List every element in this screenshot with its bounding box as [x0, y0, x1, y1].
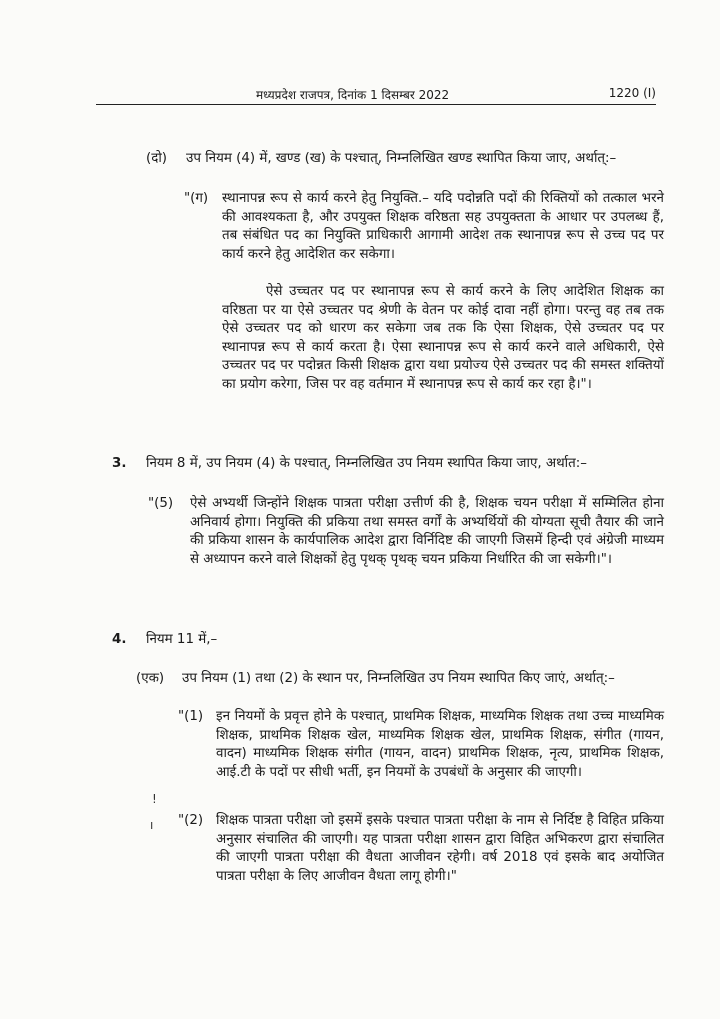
clause-ga-label: "(ग): [184, 191, 209, 206]
margin-mark: !: [152, 792, 157, 806]
amendment-two-text: उप नियम (4) में, खण्ड (ख) के पश्चात्, निम्नलिखित खण्ड स्थापित किया जाए, अर्थात्:–: [186, 151, 617, 166]
margin-mark: ı: [150, 818, 154, 832]
sub-ek-label: (एक): [136, 671, 165, 686]
clause-5-text: ऐसे अभ्यर्थी जिन्होंने शिक्षक पात्रता परीक्षा उत्तीर्ण की है, शिक्षक चयन परीक्षा में सम्मिलित होना अनिवार्य होगा। नियुक्ति की प्रकिया तथा समस्त वर्गों के अभ्यर्थियों की योग्यता सूची तैयार की जाने की प्रकिया शासन के कार्यपालिक आदेश द्वारा विर्निदिष्ट की जाएगी जिसमें हिन्दी एवं अंग्रेजी माध्यम से अध्यापन करने वाले शिक्षकों हेतु पृथक् पृथक् चयन प्रकिया निर्धारित की जा सकेगी।"।: [190, 496, 664, 567]
page-header: [96, 86, 656, 106]
page-number: 1220 (I): [608, 86, 656, 100]
amendment-two-label: (दो): [146, 151, 168, 166]
clause-1-label: "(1): [178, 709, 204, 724]
clause-2-text: शिक्षक पात्रता परीक्षा जो इसमें इसके पश्चात पात्रता परीक्षा के नाम से निर्दिष्ट है विहित प्रकिया अनुसार संचालित की जाएगी। यह पात्रता परीक्षा शासन द्वारा विहित अभिकरण द्वारा संचालित की जाएगी पात्रता परीक्षा की वैधता आजीवन रहेगी। वर्ष 2018 एवं इसके बाद अयोजित पात्रता परीक्षा के लिए आजीवन वैधता लागू होगी।": [216, 813, 664, 884]
clause-ga-text: स्थानापन्न रूप से कार्य करने हेतु नियुक्ति.– यदि पदोन्नति पदों की रिक्तियों को तत्काल भरने की आवश्यकता है, और उपयुक्त शिक्षक वरिष्ठता सह उपयुक्तता के आधार पर उपलब्ध हैं, तब संबंधित पद का नियुक्ति प्राधिकारी आगामी आदेश तक स्थानापन्न रूप से उच्च पद पर कार्य करने हेतु आदेशित कर सकेगा।: [222, 191, 664, 262]
clause-5-label: "(5): [148, 496, 174, 511]
clause-1-text: इन नियमों के प्रवृत्त होने के पश्चात्, प्राथमिक शिक्षक, माध्यमिक शिक्षक तथा उच्च माध्यमिक शिक्षक, प्राथमिक शिक्षक खेल, माध्यमिक शिक्षक खेल, प्राथमिक शिक्षक, संगीत (गायन, वादन) माध्यमिक शिक्षक संगीत (गायन, वादन) प्राथमिक शिक्षक, नृत्य, प्राथमिक शिक्षक, आई.टी के पदों पर सीधी भर्ती, इन नियमों के उपबंधों के अनुसार की जाएगी।: [216, 709, 664, 780]
section-4-text: नियम 11 में,–: [146, 632, 218, 647]
clause-ga-paragraph-2: ऐसे उच्चतर पद पर स्थानापन्न रूप से कार्य करने के लिए आदेशित शिक्षक का वरिष्ठता पर या ऐसे उच्चतर पद श्रेणी के वेतन पर कोई दावा नहीं होगा। परन्तु वह तब तक ऐसे उच्चतर पद को धारण कर सकेगा जब तक कि ऐसा शिक्षक, ऐसे उच्चतर पद पर स्थानापन्न रूप से कार्य करता है। ऐसा स्थानापन्न रूप से कार्य करने वाले अधिकारी, ऐसे उच्चतर पद पर पदोन्नत किसी शिक्षक द्वारा यथा प्रयोज्य ऐसे उच्चतर पद की समस्त शक्तियों का प्रयोग करेगा, जिस पर वह वर्तमान में स्थानापन्न रूप से कार्य कर रहा है।"।: [222, 284, 664, 392]
section-4-number: 4.: [112, 632, 127, 647]
sub-ek-text: उप नियम (1) तथा (2) के स्थान पर, निम्नलिखित उप नियम स्थापित किए जाएं, अर्थात्:–: [182, 671, 615, 686]
section-3-number: 3.: [112, 456, 127, 471]
header-divider: [96, 104, 656, 105]
clause-2-label: "(2): [178, 813, 204, 828]
section-3-text: नियम 8 में, उप नियम (4) के पश्चात्, निम्नलिखित उप नियम स्थापित किया जाए, अर्थात:–: [146, 456, 587, 471]
gazette-title: मध्यप्रदेश राजपत्र, दिनांक 1 दिसम्बर 2022: [256, 88, 450, 102]
